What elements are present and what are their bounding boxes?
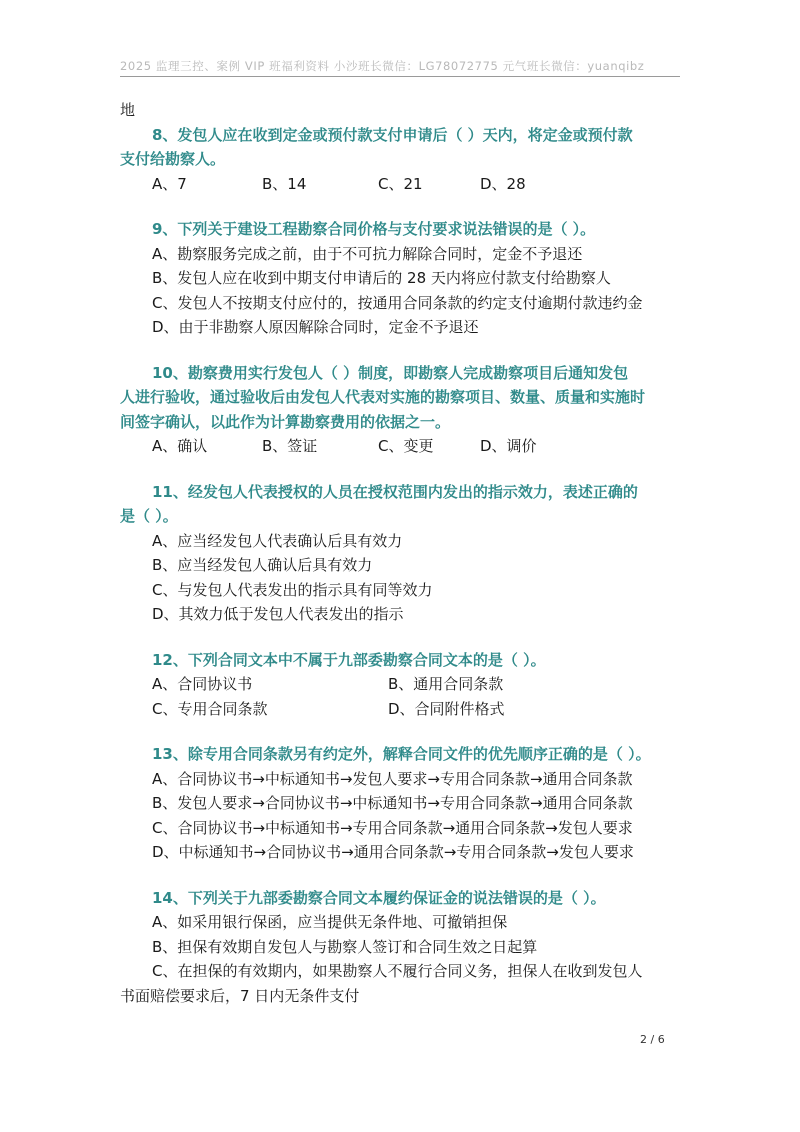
option-a: A、确认 — [152, 437, 208, 455]
options-row — [120, 434, 680, 459]
question-9 — [120, 217, 680, 242]
option-a: A、勘察服务完成之前，由于不可抗力解除合同时，定金不予退还 — [152, 244, 583, 263]
question-text: 支付给勘察人。 — [120, 150, 226, 168]
page-header: 2025 监理三控、案例 VIP 班福利资料 小沙班长微信：LG78072775 元气班长微信：yuanqibz — [120, 59, 645, 73]
question-text: 13、除专用合同条款另有约定外，解释合同文件的优先顺序正确的是（ ）。 — [152, 745, 651, 763]
option-c: C、21 — [378, 174, 423, 193]
option-b: B、担保有效期自发包人与勘察人签订和合同生效之日起算 — [152, 937, 538, 956]
question-text: 11、经发包人代表授权的人员在授权范围内发出的指示效力，表述正确的 — [152, 482, 638, 501]
question-14 — [120, 886, 680, 911]
option-d: D、其效力低于发包人代表发出的指示 — [152, 605, 404, 623]
question-8 — [120, 123, 680, 172]
question-text: 人进行验收，通过验收后由发包人代表对实施的勘察项目、数量、质量和实施时 — [120, 388, 646, 406]
option-b: B、14 — [262, 174, 307, 193]
option-d: D、由于非勘察人原因解除合同时，定金不予退还 — [152, 318, 479, 336]
document-body — [120, 98, 680, 1008]
option-c: C、在担保的有效期内，如果勘察人不履行合同义务，担保人在收到发包人 — [152, 962, 643, 980]
question-13 — [120, 742, 680, 767]
options-row — [120, 172, 680, 197]
carry-over-text: 地 — [120, 101, 136, 119]
option-a: A、合同协议书 — [152, 675, 253, 693]
question-text: 9、下列关于建设工程勘察合同价格与支付要求说法错误的是（ ）。 — [152, 220, 596, 238]
option-c: C、发包人不按期支付应付的，按通用合同条款的约定支付逾期付款违约金 — [152, 293, 643, 312]
question-text: 是（ ）。 — [120, 507, 178, 525]
question-text: 12、下列合同文本中不属于九部委勘察合同文本的是（ ）。 — [152, 650, 546, 669]
question-text: 14、下列关于九部委勘察合同文本履约保证金的说法错误的是（ ）。 — [152, 888, 606, 907]
option-d: D、合同附件格式 — [388, 699, 505, 718]
option-a: A、应当经发包人代表确认后具有效力 — [152, 531, 403, 550]
option-d: D、28 — [480, 174, 526, 193]
options-row — [120, 672, 680, 697]
option-b: B、应当经发包人确认后具有效力 — [152, 556, 373, 574]
option-c: C、专用合同条款 — [152, 699, 268, 718]
option-b: B、签证 — [262, 437, 318, 455]
question-text: 间签字确认，以此作为计算勘察费用的依据之一。 — [120, 412, 451, 431]
header-divider — [120, 76, 680, 77]
question-10 — [120, 361, 680, 435]
option-a: A、7 — [152, 174, 187, 193]
question-text: 8、发包人应在收到定金或预付款支付申请后（ ）天内，将定金或预付款 — [152, 125, 633, 144]
question-12 — [120, 648, 680, 673]
option-c: C、变更 — [378, 437, 434, 455]
option-d: D、中标通知书→合同协议书→通用合同条款→专用合同条款→发包人要求 — [152, 843, 634, 861]
option-b: B、发包人应在收到中期支付申请后的 28 天内将应付款支付给勘察人 — [152, 269, 611, 287]
question-11 — [120, 480, 680, 529]
question-text: 10、勘察费用实行发包人（ ）制度，即勘察人完成勘察项目后通知发包 — [152, 363, 629, 382]
option-a: A、如采用银行保函，应当提供无条件地、可撤销担保 — [152, 913, 508, 931]
page-number: 2 / 6 — [640, 1033, 665, 1046]
options-row — [120, 697, 680, 722]
option-c-continued: 书面赔偿要求后，7 日内无条件支付 — [120, 986, 360, 1005]
option-b: B、发包人要求→合同协议书→中标通知书→专用合同条款→通用合同条款 — [152, 794, 633, 812]
option-b: B、通用合同条款 — [388, 675, 504, 693]
option-d: D、调价 — [480, 437, 537, 455]
option-a: A、合同协议书→中标通知书→发包人要求→专用合同条款→通用合同条款 — [152, 769, 633, 788]
option-c: C、合同协议书→中标通知书→专用合同条款→通用合同条款→发包人要求 — [152, 818, 633, 837]
option-c: C、与发包人代表发出的指示具有同等效力 — [152, 580, 433, 599]
